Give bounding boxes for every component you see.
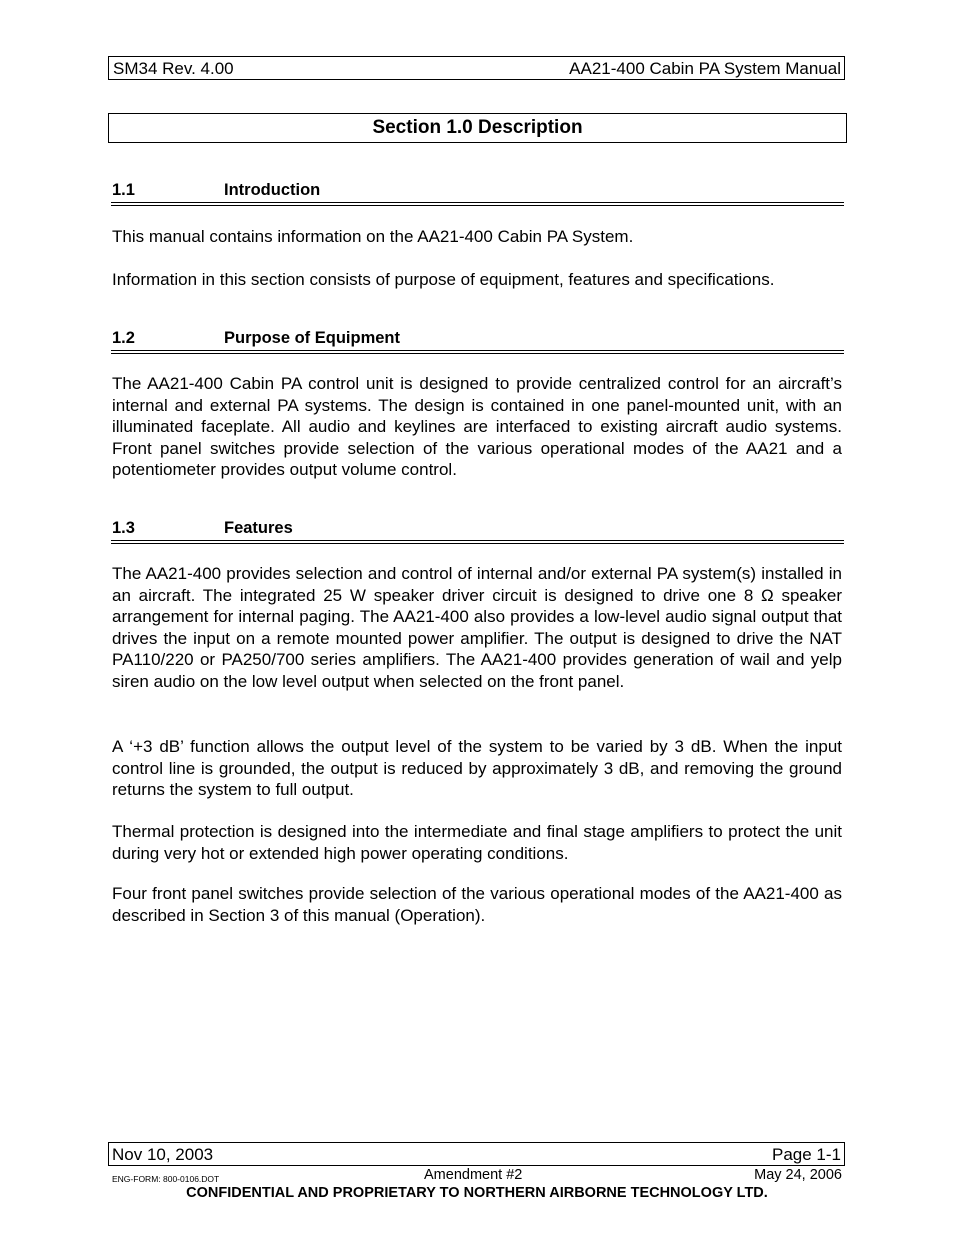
paragraph: A ‘+3 dB’ function allows the output level of the system to be varied by 3 dB. When the input control line is grounded, the output is reduced by approximately 3 dB, and removing the ground returns the system to full output. [112,737,842,800]
paragraph: Four front panel switches provide selection of the various operational modes of the AA21-400 as described in Section 3 of this manual (Operation). [112,884,842,925]
page-footer [108,1142,845,1166]
amendment: Amendment #2 [424,1167,523,1183]
issue-date: Nov 10, 2003 [112,1145,214,1164]
manual-title: AA21-400 Cabin PA System Manual [569,59,841,78]
paragraph: The AA21-400 provides selection and control of internal and/or external PA system(s) installed in an aircraft. The integrated 25 W speaker driver circuit is designed to drive one 8 Ω speaker arrangement for internal paging. The AA21-400 also provides a low-level audio signal output that drives the input on a remote mounted power amplifier. The output is designed to drive the NAT PA110/220 or PA250/700 series amplifiers. The AA21-400 provides generation of wail and yelp siren audio on the low level output when selected on the front panel. [112,564,842,691]
paragraph: Information in this section consists of purpose of equipment, features and specifications. [112,270,775,289]
document-id: SM34 Rev. 4.00 [113,59,234,78]
heading-rule [111,350,844,351]
heading-title: Introduction [224,181,321,199]
paragraph: Thermal protection is designed into the intermediate and final stage amplifiers to protect the unit during very hot or extended high power operating conditions. [112,822,842,863]
page-header [108,56,845,80]
confidential-notice: CONFIDENTIAL AND PROPRIETARY TO NORTHERN AIRBORNE TECHNOLOGY LTD. [186,1185,768,1201]
paragraph: This manual contains information on the AA21-400 Cabin PA System. [112,227,634,246]
heading-purpose-of-equipment [111,329,844,351]
heading-rule [111,543,844,544]
heading-title: Purpose of Equipment [224,329,401,347]
heading-rule [111,205,844,206]
amendment-date: May 24, 2006 [754,1167,842,1183]
section-title: Section 1.0 Description [108,113,847,143]
heading-features [111,519,844,541]
form-id: ENG-FORM: 800-0106.DOT [112,1174,220,1184]
heading-number: 1.3 [112,519,135,537]
heading-title: Features [224,519,293,537]
heading-number: 1.1 [112,181,135,199]
paragraph: The AA21-400 Cabin PA control unit is designed to provide centralized control for an aircraft’s internal and external PA systems. The design is contained in one panel-mounted unit, with an illuminated faceplate. All audio and keylines are interfaced to existing aircraft audio systems. Front panel switches provide selection of the various operational modes of the AA21 and a potentiometer provides output volume control. [112,374,842,480]
heading-rule [111,353,844,354]
heading-number: 1.2 [112,329,135,347]
heading-rule [111,202,844,203]
heading-introduction [111,181,844,203]
heading-rule [111,540,844,541]
page-number: Page 1-1 [772,1145,841,1164]
footer-meta [112,1167,842,1185]
